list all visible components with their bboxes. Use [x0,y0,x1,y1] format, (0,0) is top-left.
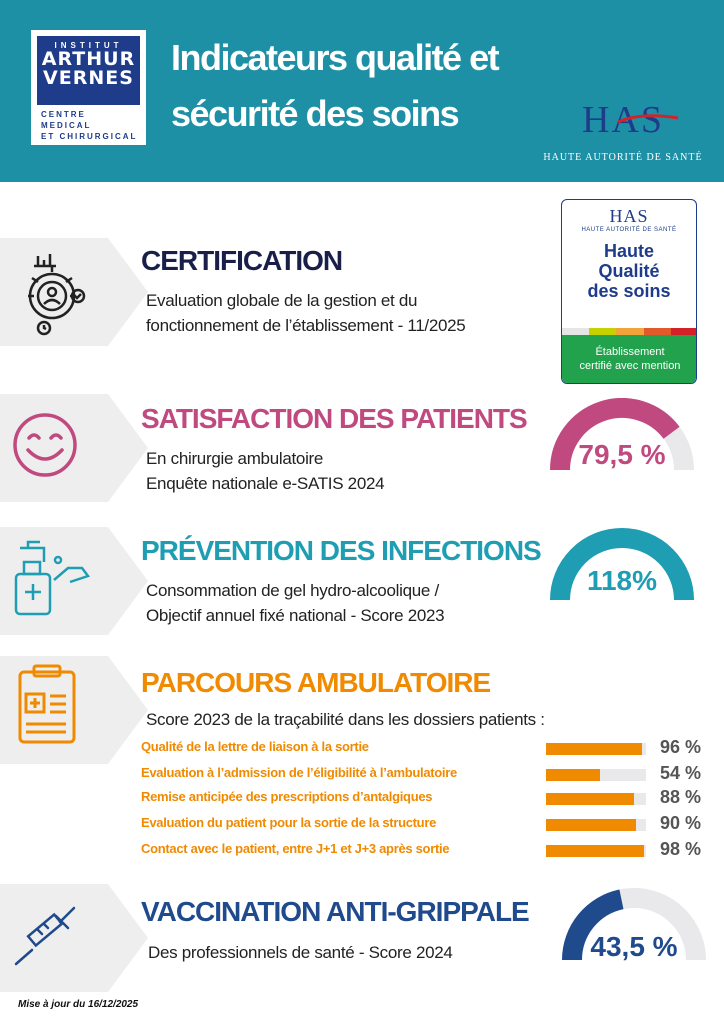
smiley-icon [12,412,78,478]
criterion-row [141,763,701,785]
criterion-bar-track [546,793,646,805]
criterion-value: 98 % [659,839,701,859]
certification-line-1: Evaluation globale de la gestion et du [146,291,418,310]
has-subtitle: HAUTE AUTORITÉ DE SANTÉ [543,152,703,163]
satisfaction-line-1: En chirurgie ambulatoire [146,449,324,468]
satisfaction-value: 79,5 % [578,439,666,470]
badge-has-subtitle: HAUTE AUTORITÉ DE SANTÉ [581,227,677,233]
criterion-bar-fill [546,793,634,805]
satisfaction-line-2: Enquête nationale e-SATIS 2024 [146,474,385,493]
page-title-line-1: Indicateurs qualité et [171,37,499,78]
logo-name-line-2: VERNES [43,67,134,89]
institut-arthur-vernes-logo [31,30,146,145]
criterion-value: 96 % [659,737,701,757]
satisfaction-title: SATISFACTION DES PATIENTS [141,403,527,434]
badge-title-line-2: Qualité [598,261,660,281]
gear-people-icon [14,252,94,336]
has-certification-badge [561,199,697,384]
badge-color-stripe [562,328,697,335]
badge-footer-line-2: certifié avec mention [579,360,681,372]
prevention-value: 118% [586,565,658,596]
criterion-row [141,787,701,809]
criterion-value: 88 % [659,787,701,807]
vaccination-value: 43,5 % [590,931,678,962]
criterion-bar-track [546,743,646,755]
certification-description [146,288,465,338]
criterion-label: Remise anticipée des prescriptions d’antalgiques [141,789,433,804]
criterion-bar-track [546,819,646,831]
criterion-row [141,813,701,835]
prevention-line-2: Objectif annuel fixé national - Score 2023 [146,606,445,625]
clipboard-icon [16,664,78,746]
has-logo [580,94,700,144]
criterion-label: Evaluation du patient pour la sortie de la structure [141,815,437,830]
hand-sanitizer-icon [10,538,90,618]
update-date: Mise à jour du 16/12/2025 [18,999,139,1010]
criterion-value: 54 % [659,763,701,783]
page-title-line-2: sécurité des soins [171,93,459,134]
logo-sub-line-2: ET CHIRURGICAL [41,132,138,141]
criterion-bar-track [546,845,646,857]
criterion-bar-fill [546,845,644,857]
vaccination-line-1: Des professionnels de santé - Score 2024 [148,943,453,962]
logo-institut-text: INSTITUT [54,41,123,50]
syringe-icon [10,904,80,968]
criterion-bar-fill [546,769,600,781]
logo-sub-line-1: CENTRE MEDICAL [41,110,92,130]
badge-has-logo: HAS [609,206,649,226]
parcours-title: PARCOURS AMBULATOIRE [141,667,491,698]
certification-line-2: fonctionnement de l’établissement - 11/2025 [146,316,466,335]
has-logo-text: HAS [582,99,665,141]
badge-footer-line-1: Établissement [595,346,665,358]
prevention-title: PRÉVENTION DES INFECTIONS [141,535,541,566]
criterion-label: Qualité de la lettre de liaison à la sortie [141,739,369,754]
prevention-description [146,578,444,628]
criterion-bar-fill [546,819,636,831]
badge-title-line-3: des soins [587,281,671,301]
criterion-row [141,839,701,861]
vaccination-gauge [558,888,710,968]
satisfaction-gauge [546,398,698,478]
page-title [171,30,591,142]
parcours-intro: Score 2023 de la traçabilité dans les dossiers patients : [146,710,545,729]
criterion-bar-fill [546,743,642,755]
criterion-label: Contact avec le patient, entre J+1 et J+3 après sortie [141,841,450,856]
vaccination-title: VACCINATION ANTI-GRIPPALE [141,896,529,927]
certification-title: CERTIFICATION [141,245,343,276]
page-header [0,0,724,182]
criterion-label: Evaluation à l’admission de l’éligibilité à l’ambulatoire [141,765,457,780]
criterion-row [141,737,701,759]
prevention-gauge [546,528,698,608]
satisfaction-description [146,446,384,496]
badge-title-line-1: Haute [603,241,654,261]
criterion-value: 90 % [659,813,701,833]
criterion-bar-track [546,769,646,781]
prevention-line-1: Consommation de gel hydro-alcoolique / [146,581,439,600]
logo-name-line-1: ARTHUR [41,48,136,70]
